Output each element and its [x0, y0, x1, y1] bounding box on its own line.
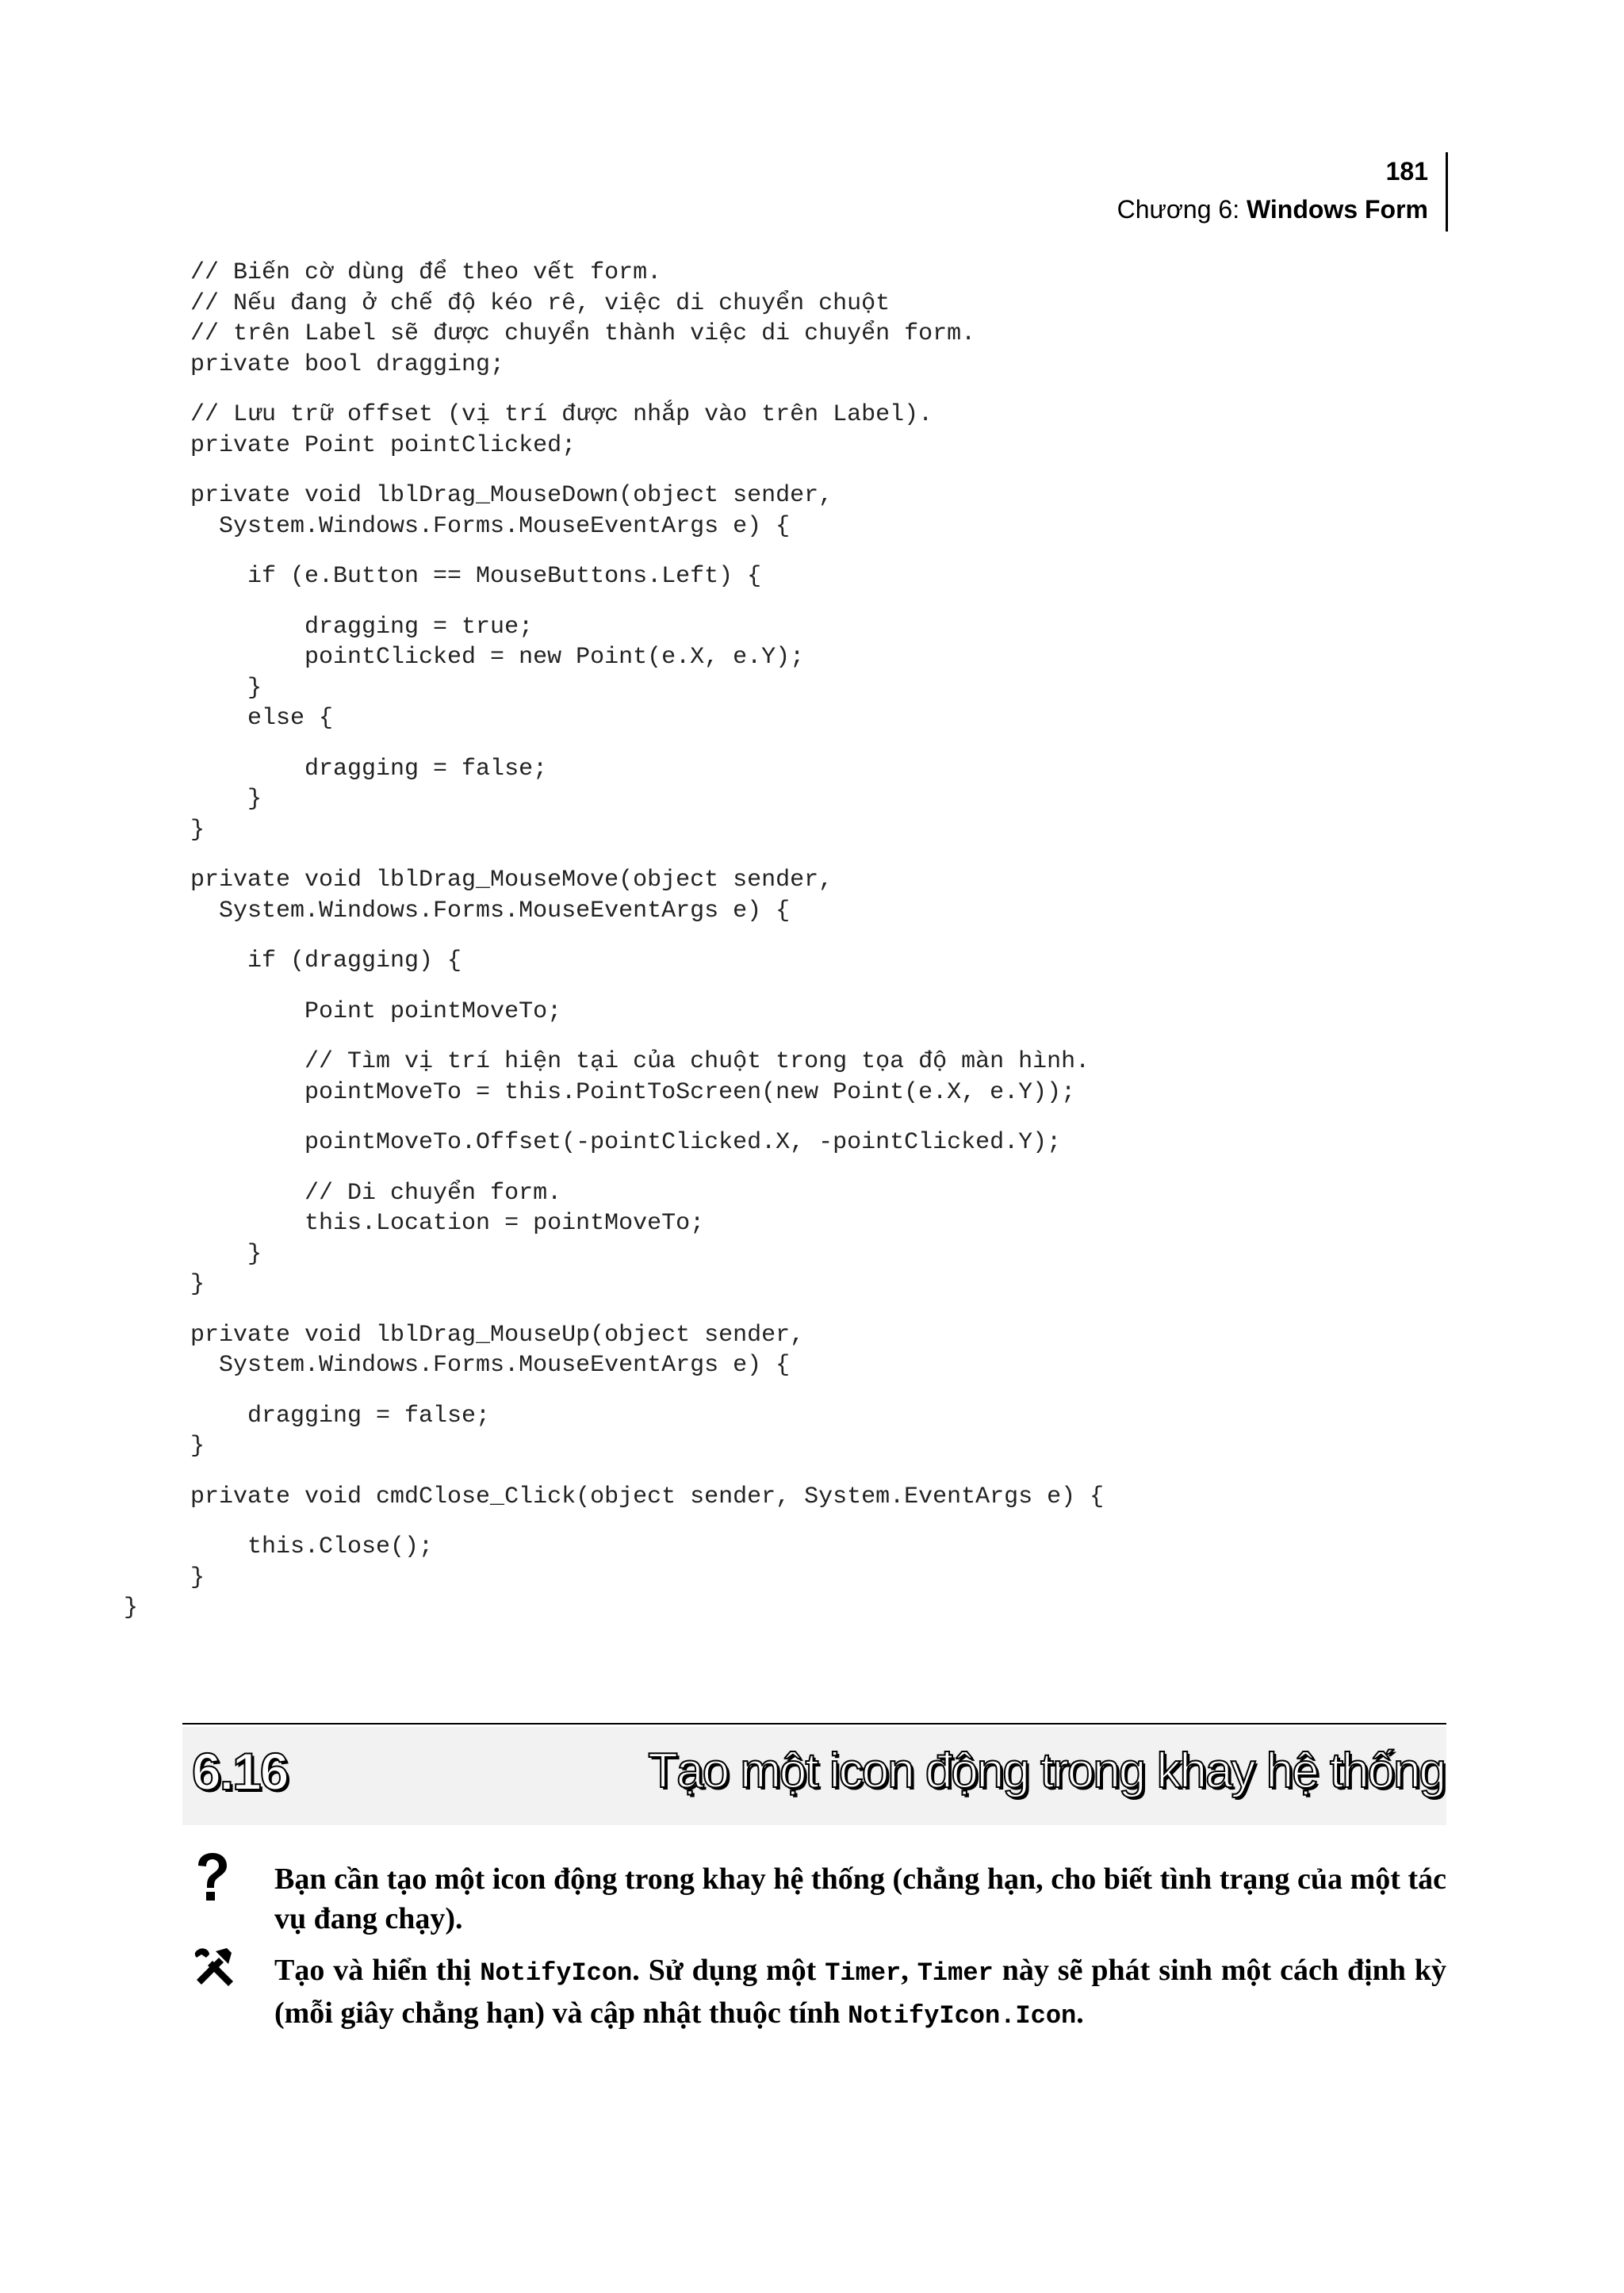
- tools-icon: [192, 1947, 239, 1986]
- code-blank-line: [190, 1158, 1104, 1178]
- chapter-prefix: Chương 6:: [1116, 195, 1247, 224]
- solution-text-4: này sẽ phát sinh một cách định kỳ (mỗi giây chẳng hạn) và cập nhật thuộc tính: [274, 1954, 1446, 2030]
- code-line: // Lưu trữ offset (vị trí được nhắp vào trên Label).: [190, 401, 933, 428]
- code-line: pointMoveTo.Offset(-pointClicked.X, -pointClicked.Y);: [190, 1129, 1062, 1156]
- code-line: }: [190, 786, 262, 813]
- code-line: pointClicked = new Point(e.X, e.Y);: [190, 644, 805, 671]
- code-line: }: [190, 1240, 262, 1268]
- code-line: // Tìm vị trí hiện tại của chuột trong tọa độ màn hình.: [190, 1048, 1090, 1075]
- code-blank-line: [190, 926, 1104, 946]
- code-blank-line: [190, 734, 1104, 754]
- code-line: // Di chuyển form.: [190, 1179, 562, 1207]
- code-line: }: [124, 1594, 139, 1621]
- solution-text-3: ,: [901, 1954, 917, 1987]
- code-line: dragging = true;: [190, 613, 534, 641]
- code-timer-2: Timer: [917, 1958, 994, 1988]
- code-line: // trên Label sẽ được chuyển thành việc di chuyển form.: [190, 320, 976, 347]
- code-line: else {: [190, 705, 334, 732]
- code-line: private void lblDrag_MouseUp(object sender,: [190, 1321, 805, 1349]
- code-line: }: [190, 1271, 205, 1298]
- code-line: private Point pointClicked;: [190, 431, 576, 459]
- code-line: Point pointMoveTo;: [190, 997, 562, 1025]
- code-line: if (e.Button == MouseButtons.Left) {: [190, 563, 762, 590]
- solution-text-1: Tạo và hiển thị: [274, 1954, 481, 1987]
- chapter-title: Windows Form: [1246, 195, 1428, 224]
- code-line: // Biến cờ dùng để theo vết form.: [190, 259, 662, 286]
- code-line: System.Windows.Forms.MouseEventArgs e) {: [190, 512, 791, 540]
- code-line: System.Windows.Forms.MouseEventArgs e) {: [190, 897, 791, 924]
- code-line: }: [190, 674, 262, 702]
- question-mark-icon: [192, 1851, 232, 1904]
- code-blank-line: [190, 1027, 1104, 1047]
- code-listing: [124, 258, 1105, 1624]
- section-divider: [182, 1723, 1446, 1725]
- code-line: }: [190, 1564, 205, 1591]
- code-blank-line: [190, 1300, 1104, 1320]
- code-blank-line: [190, 1462, 1104, 1482]
- code-line: private void lblDrag_MouseMove(object sender,: [190, 867, 833, 894]
- code-line: System.Windows.Forms.MouseEventArgs e) {: [190, 1352, 791, 1379]
- code-line: this.Close();: [190, 1533, 434, 1560]
- solution-statement: [274, 1950, 1446, 2036]
- code-line: }: [190, 816, 205, 844]
- code-notifyicon-icon: NotifyIcon.Icon: [848, 2001, 1077, 2031]
- page-header: [1117, 152, 1448, 232]
- solution-text-2: . Sử dụng một: [632, 1954, 825, 1987]
- code-line: dragging = false;: [190, 755, 548, 783]
- solution-text-5: .: [1076, 1996, 1084, 2030]
- code-line: dragging = false;: [190, 1402, 491, 1430]
- code-blank-line: [190, 977, 1104, 997]
- code-timer: Timer: [825, 1958, 902, 1988]
- code-line: }: [190, 1433, 205, 1460]
- code-blank-line: [190, 461, 1104, 480]
- code-blank-line: [190, 1512, 1104, 1532]
- code-blank-line: [190, 1108, 1104, 1127]
- code-blank-line: [190, 845, 1104, 865]
- code-line: if (dragging) {: [190, 947, 462, 974]
- code-line: this.Location = pointMoveTo;: [190, 1210, 705, 1237]
- code-line: pointMoveTo = this.PointToScreen(new Point(e.X, e.Y));: [190, 1078, 1076, 1106]
- code-notifyicon: NotifyIcon: [480, 1958, 633, 1988]
- code-blank-line: [190, 592, 1104, 612]
- code-blank-line: [190, 542, 1104, 561]
- problem-statement: Bạn cần tạo một icon động trong khay hệ thống (chẳng hạn, cho biết tình trạng của một tác vụ đang chạy).: [274, 1862, 1446, 1935]
- page-number: 181: [1385, 157, 1428, 186]
- section-number: 6.16: [192, 1742, 288, 1801]
- code-line: private void lblDrag_MouseDown(object sender,: [190, 482, 833, 509]
- code-blank-line: [190, 380, 1104, 400]
- code-line: private bool dragging;: [190, 350, 505, 378]
- code-line: private void cmdClose_Click(object sender, System.EventArgs e) {: [190, 1483, 1105, 1510]
- chapter-heading: [1117, 190, 1428, 228]
- code-blank-line: [190, 1381, 1104, 1401]
- code-line: // Nếu đang ở chế độ kéo rê, việc di chuyển chuột: [190, 289, 891, 317]
- section-title: Tạo một icon động trong khay hệ thống: [648, 1744, 1445, 1798]
